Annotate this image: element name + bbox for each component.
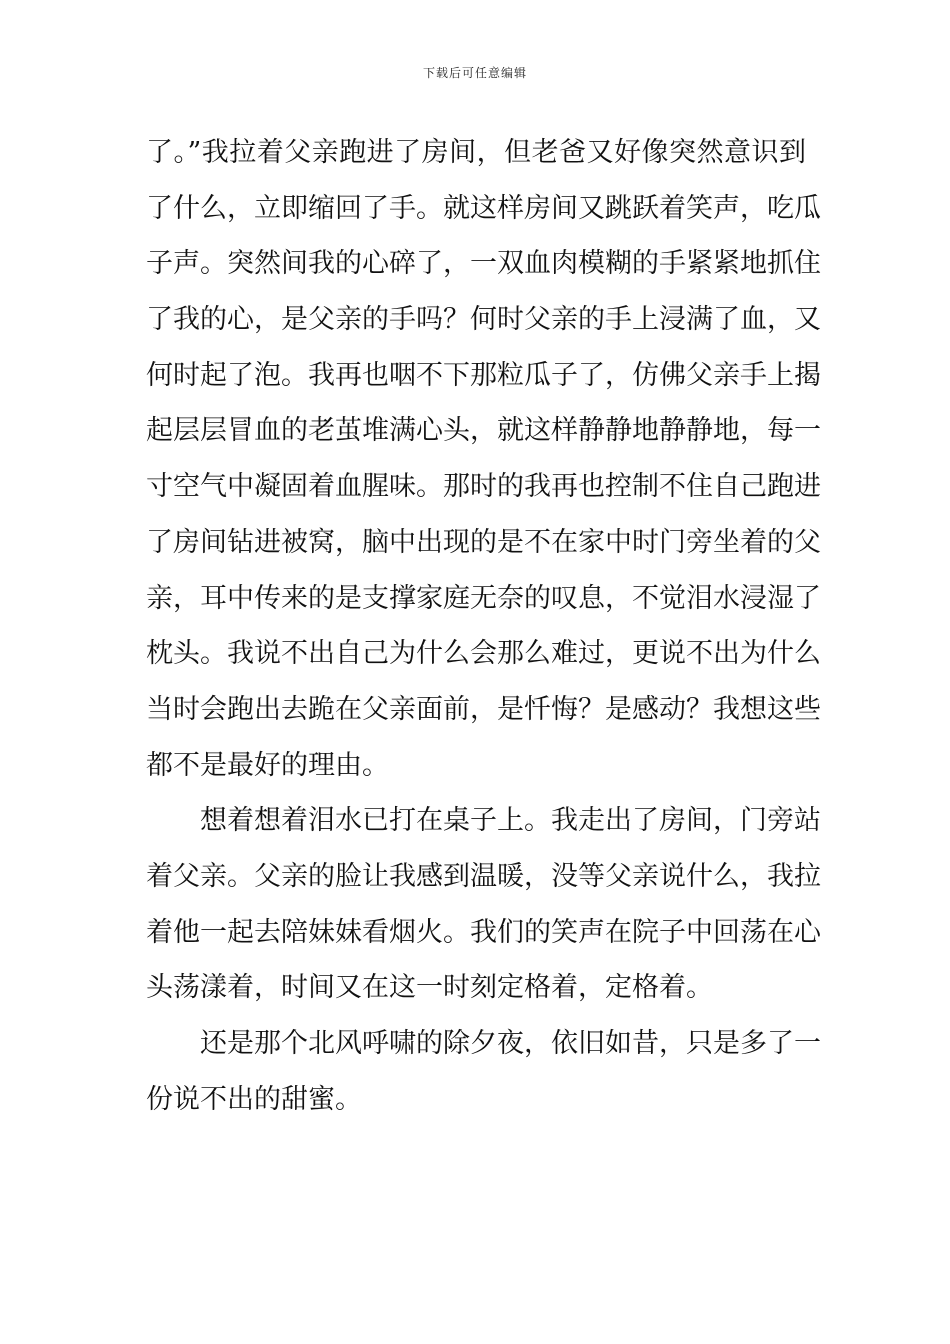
text-line: 了什么，立即缩回了手。就这样房间又跳跃着笑声，吃瓜 (146, 192, 821, 224)
text-line: 头荡漾着，时间又在这一时刻定格着，定格着。 (146, 972, 713, 1004)
text-line: 着他一起去陪妹妹看烟火。我们的笑声在院子中回荡在心 (146, 916, 821, 948)
text-line: 了我的心，是父亲的手吗？何时父亲的手上浸满了血，又 (146, 304, 821, 336)
text-line: 了。”我拉着父亲跑进了房间，但老爸又好像突然意识到 (146, 137, 806, 168)
text-line: 想着想着泪水已打在桌子上。我走出了房间，门旁站 (200, 805, 821, 837)
text-line: 起层层冒血的老茧堆满心头，就这样静静地静静地，每一 (146, 415, 821, 447)
text-line: 枕头。我说不出自己为什么会那么难过，更说不出为什么 (146, 638, 821, 670)
text-line: 寸空气中凝固着血腥味。那时的我再也控制不住自己跑进 (146, 471, 821, 503)
text-line: 子声。突然间我的心碎了，一双血肉模糊的手紧紧地抓住 (146, 248, 821, 280)
page-header: 下载后可任意编辑 (422, 66, 527, 80)
text-line: 着父亲。父亲的脸让我感到温暖，没等父亲说什么，我拉 (146, 860, 821, 892)
text-line: 了房间钻进被窝，脑中出现的是不在家中时门旁坐着的父 (146, 526, 821, 558)
text-line: 何时起了泡。我再也咽不下那粒瓜子了，仿佛父亲手上揭 (146, 359, 821, 391)
text-line: 份说不出的甜蜜。 (146, 1083, 362, 1115)
paragraph-3 (146, 1016, 821, 1127)
paragraph-2 (146, 793, 821, 1016)
paragraph-1 (146, 125, 821, 793)
text-line: 亲，耳中传来的是支撑家庭无奈的叹息，不觉泪水浸湿了 (146, 582, 821, 614)
text-line: 当时会跑出去跪在父亲面前，是忏悔？是感动？我想这些 (146, 693, 821, 725)
document-body (146, 125, 821, 1127)
text-line: 都不是最好的理由。 (146, 749, 389, 781)
text-line: 还是那个北风呼啸的除夕夜，依旧如昔，只是多了一 (200, 1028, 821, 1059)
